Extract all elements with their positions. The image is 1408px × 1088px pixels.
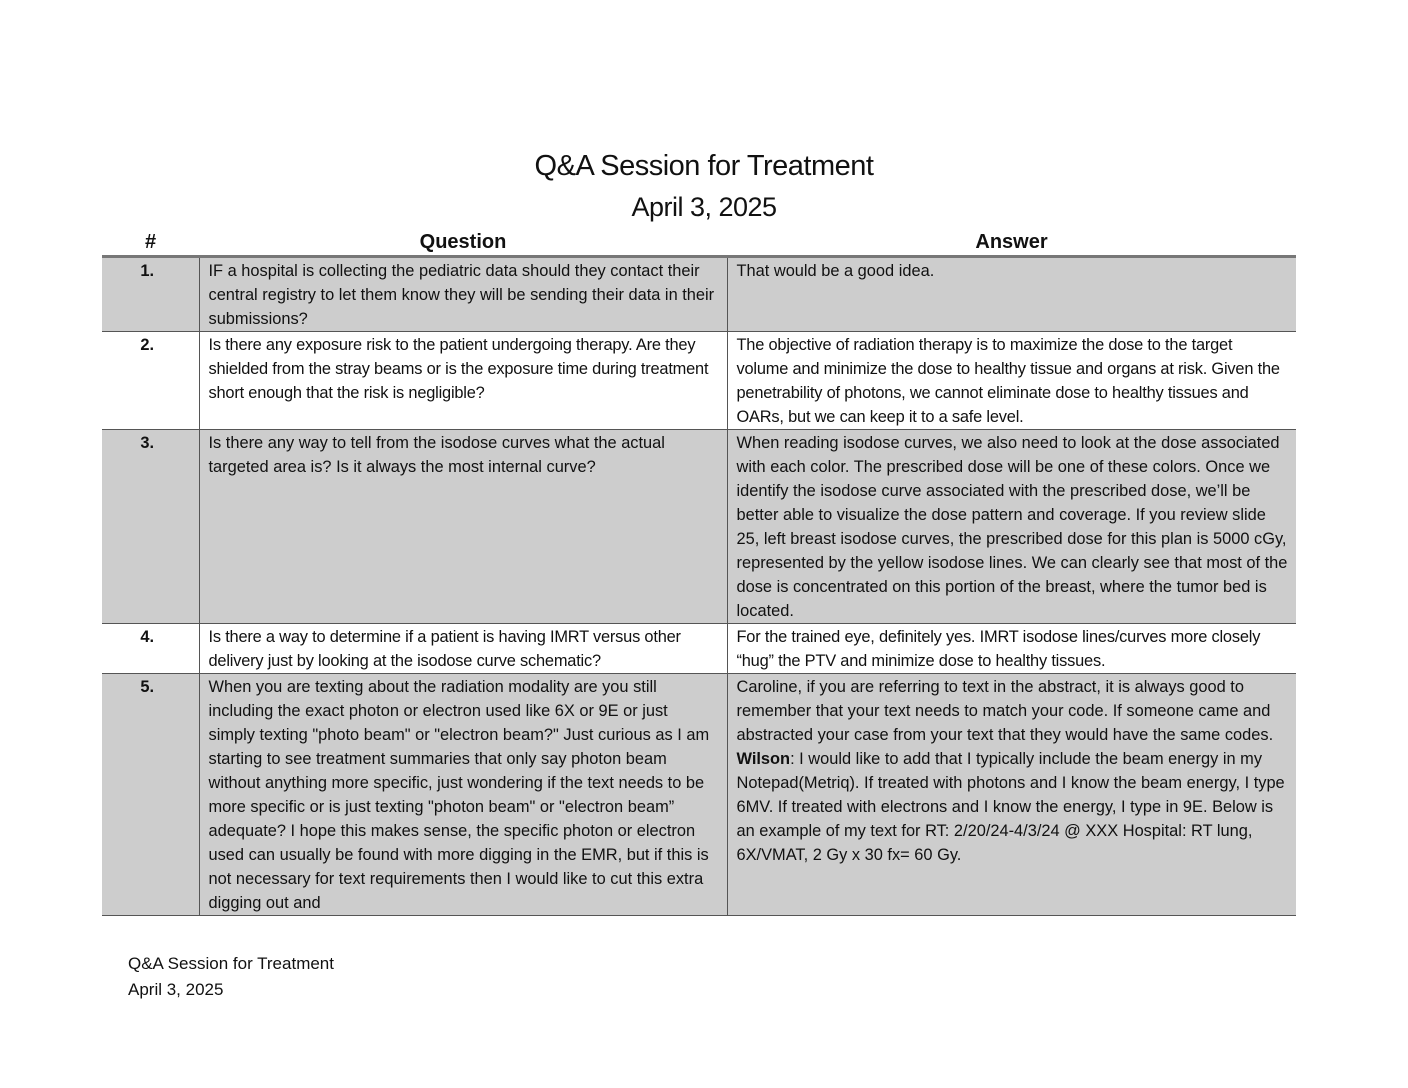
answer-followup-text: : I would like to add that I typically include the beam energy in my Notepad(Metriq). If treated with photons and I know the beam energy, I type 6MV. If treated with electrons and I know the energy, I type in 9E. Below is an example of my text for RT: 2/20/24-4/3/24 @ XXX Hospital: RT lung, 6X/VMAT, 2 Gy x 30 fx= 60 Gy.	[736, 750, 1285, 864]
document-date: April 3, 2025	[631, 192, 777, 222]
answer-cell	[727, 674, 1296, 916]
header-question: Question	[199, 228, 727, 257]
row-number: 2.	[102, 332, 199, 430]
answer-cell: For the trained eye, definitely yes. IMRT isodose lines/curves more closely “hug” the PTV and minimize dose to healthy tissues.	[727, 624, 1296, 674]
answer-followup	[737, 750, 1285, 864]
footer-date: April 3, 2025	[128, 980, 224, 999]
table-header-row	[102, 228, 1296, 257]
answer-cell: The objective of radiation therapy is to maximize the dose to the target volume and minimize the dose to healthy tissue and organs at risk. Given the penetrability of photons, we cannot eliminate dose to healthy tissues and OARs, but we can keep it to a safe level.	[727, 332, 1296, 430]
row-number: 4.	[102, 624, 199, 674]
table-row	[102, 257, 1296, 332]
qa-table	[102, 228, 1296, 916]
table-row	[102, 674, 1296, 916]
table-row	[102, 430, 1296, 624]
table-row	[102, 624, 1296, 674]
answer-paragraph: Caroline, if you are referring to text in the abstract, it is always good to remember that your text needs to match your code. If someone came and abstracted your case from your text that they would have the same codes.	[736, 678, 1274, 744]
table-row	[102, 332, 1296, 430]
row-number: 3.	[102, 430, 199, 624]
question-cell: Is there any way to tell from the isodose curves what the actual targeted area is? Is it always the most internal curve?	[199, 430, 727, 624]
answer-author-name: Wilson	[736, 750, 791, 768]
question-cell: Is there any exposure risk to the patient undergoing therapy. Are they shielded from the stray beams or is the exposure time during treatment short enough that the risk is negligible?	[199, 332, 727, 430]
question-cell: IF a hospital is collecting the pediatric data should they contact their central registry to let them know they will be sending their data in their submissions?	[199, 257, 727, 332]
header-number: #	[102, 228, 199, 257]
document-title: Q&A Session for Treatment	[534, 150, 874, 182]
row-number: 5.	[102, 674, 199, 916]
answer-cell: When reading isodose curves, we also need to look at the dose associated with each color. The prescribed dose will be one of these colors. Once we identify the isodose curve associated with the prescribed dose, we’ll be better able to visualize the dose pattern and coverage. If you review slide 25, left breast isodose curves, the prescribed dose for this plan is 5000 cGy, represented by the yellow isodose lines. We can clearly see that most of the dose is concentrated on this portion of the breast, where the tumor bed is located.	[727, 430, 1296, 624]
row-number: 1.	[102, 257, 199, 332]
answer-cell: That would be a good idea.	[727, 257, 1296, 332]
footer-title: Q&A Session for Treatment	[128, 954, 334, 973]
question-cell: When you are texting about the radiation modality are you still including the exact photon or electron used like 6X or 9E or just simply texting "photo beam" or "electron beam?" Just curious as I am starting to see treatment summaries that only say photon beam without anything more specific, just wondering if the text needs to be more specific or is just texting "photon beam" or "electron beam” adequate? I hope this makes sense, the specific photon or electron used can usually be found with more digging in the EMR, but if this is not necessary for text requirements then I would like to cut this extra digging out and	[199, 674, 727, 916]
header-answer: Answer	[727, 228, 1296, 257]
question-cell: Is there a way to determine if a patient is having IMRT versus other delivery just by looking at the isodose curve schematic?	[199, 624, 727, 674]
